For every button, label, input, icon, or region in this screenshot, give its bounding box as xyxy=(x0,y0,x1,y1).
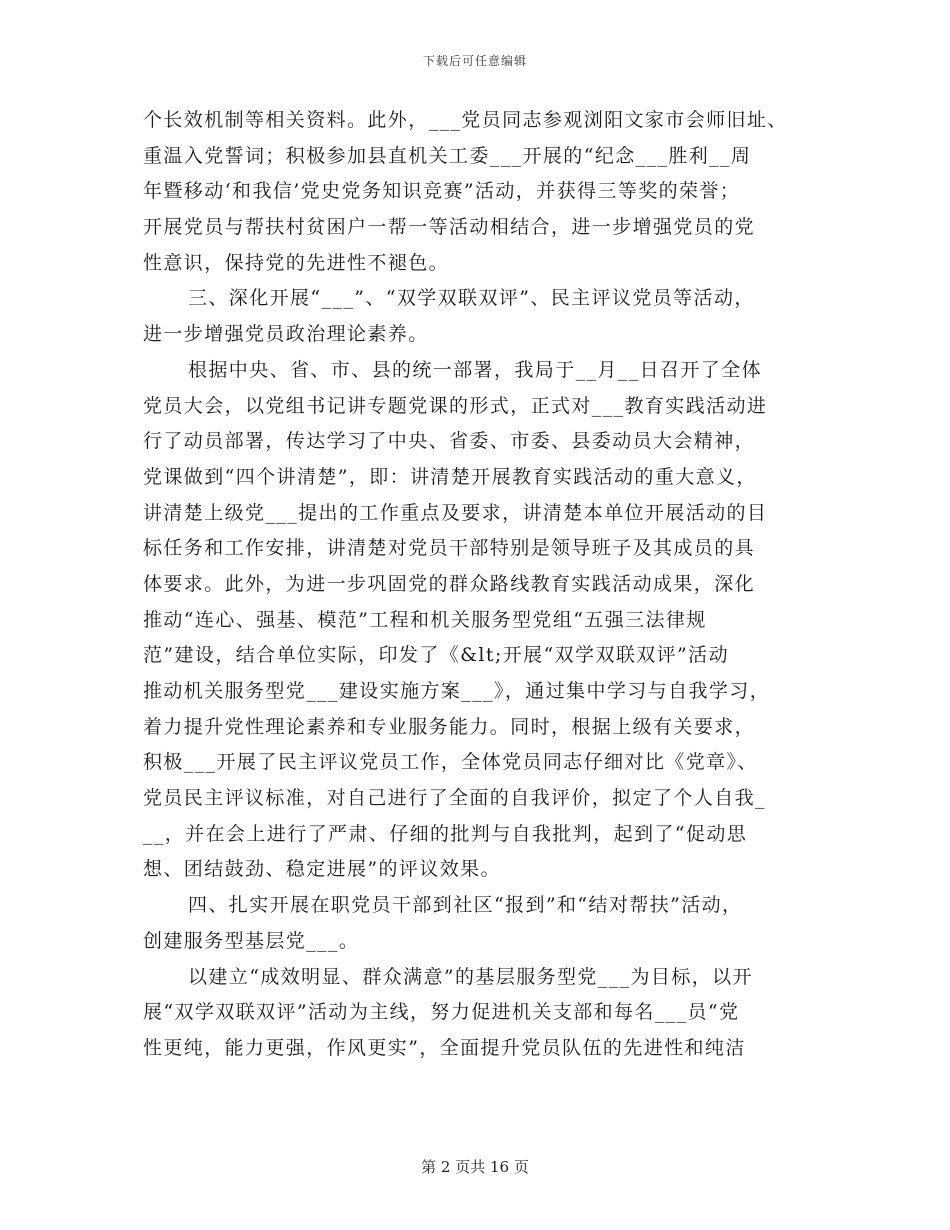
text-line: 标任务和工作安排，讲清楚对党员干部特别是领导班子及其成员的具 xyxy=(143,537,756,560)
text-line: 推动“连心、强基、模范”工程和机关服务型党组“五强三法律规 xyxy=(143,608,707,631)
text-line: 行了动员部署，传达学习了中央、省委、市委、县委动员大会精神， xyxy=(143,430,756,453)
text-line: 着力提升党性理论素养和专业服务能力。同时，根据上级有关要求， xyxy=(143,715,756,738)
section-heading-continued: 进一步增强党员政治理论素养。 xyxy=(143,323,429,346)
text-line: 积极___开展了民主评议党员工作，全体党员同志仔细对比《党章》、 xyxy=(143,751,758,774)
text-line: 性更纯，能力更强，作风更实”，全面提升党员队伍的先进性和纯洁 xyxy=(143,1036,746,1059)
section-heading: 三、深化开展“___”、“双学双联双评”、民主评议党员等活动， xyxy=(188,287,755,310)
text-line: 推动机关服务型党___建设实施方案___》，通过集中学习与自我学习， xyxy=(143,680,771,702)
text-line: 开展党员与帮扶村贫困户一帮一等活动相结合，进一步增强党员的党 xyxy=(143,216,756,239)
text-line: 范”建设，结合单位实际，印发了《&lt;开展“双学双联双评”活动 xyxy=(143,644,729,667)
paragraph-start: 根据中央、省、市、县的统一部署，我局于__月__日召开了全体 xyxy=(188,358,763,381)
section-heading-continued: 创建服务型基层党___。 xyxy=(143,929,360,952)
text-line: 党课做到“四个讲清楚”，即：讲清楚开展教育实践活动的重大意义， xyxy=(143,465,757,488)
page-header: 下载后可任意编辑 xyxy=(422,54,527,68)
text-line: 性意识，保持党的先进性不褪色。 xyxy=(143,251,450,274)
section-heading: 四、扎实开展在职党员干部到社区“报到”和“结对帮扶”活动， xyxy=(188,894,743,917)
text-line: 重温入党誓词；积极参加县直机关工委___开展的“纪念___胜利__周 xyxy=(143,144,752,167)
page-number: 第 2 页共 16 页 xyxy=(421,1158,529,1176)
text-line: 讲清楚上级党___提出的工作重点及要求，讲清楚本单位开展活动的目 xyxy=(143,501,768,524)
text-line: __，并在会上进行了严肃、仔细的批判与自我批判，起到了“促动思 xyxy=(143,822,748,845)
text-line: 年暨移动‘和我信’党史党务知识竞赛”活动，并获得三等奖的荣誉； xyxy=(143,180,741,203)
paragraph-start: 以建立“成效明显、群众满意”的基层服务型党___为目标，以开 xyxy=(188,965,753,988)
text-line: 个长效机制等相关资料。此外，___党员同志参观浏阳文家市会师旧址、 xyxy=(143,109,788,131)
text-line: 党员民主评议标准，对自己进行了全面的自我评价，拟定了个人自我_ xyxy=(143,787,766,810)
document-body xyxy=(143,103,823,1067)
text-line: 体要求。此外，为进一步巩固党的群众路线教育实践活动成果，深化 xyxy=(143,572,756,595)
text-line: 想、团结鼓劲、稳定进展”的评议效果。 xyxy=(143,858,501,881)
text-line: 党员大会，以党组书记讲专题党课的形式，正式对___教育实践活动进 xyxy=(143,394,768,417)
text-line: 展“双学双联双评”活动为主线，努力促进机关支部和每名___员“党 xyxy=(143,1001,740,1024)
